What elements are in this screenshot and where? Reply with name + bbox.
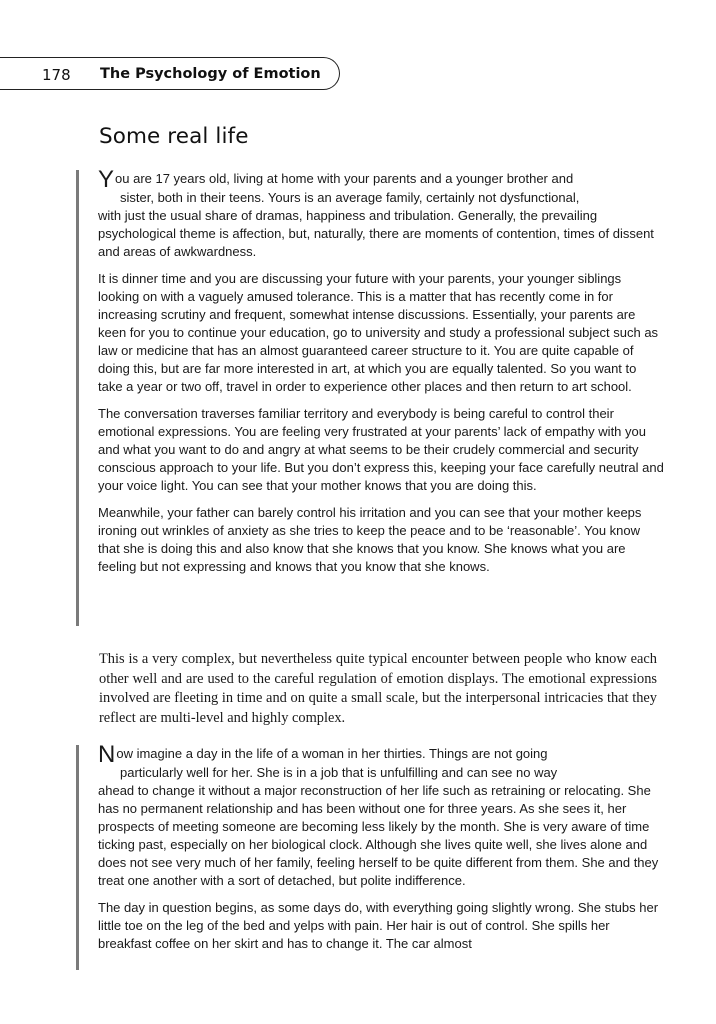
page-number: 178 xyxy=(42,66,71,84)
case-one-paragraph-3: The conversation traverses familiar territory and everybody is being careful to control their emotional expressions. You are feeling very frustrated at your parents’ lack of empathy with you and what you want to do and angry at what seems to be their crudely commercial and security conscious approach to your life. But you don’t express this, keeping your face carefully neutral and your voice light. You can see that your mother knows that you are doing this. xyxy=(98,406,664,493)
case-two-paragraph-2: The day in question begins, as some days do, with everything going slightly wrong. She stubs her little toe on the leg of the bed and yelps with pain. Her hair is out of control. She spills her breakfast coffee on her skirt and has to change it. The car almost xyxy=(98,900,659,951)
case-one-paragraph-2: It is dinner time and you are discussing your future with your parents, your younger siblings looking on with a vaguely amused tolerance. This is a matter that has recently come in for increasing scrutiny and frequent, somewhat intense discussions. Essentially, your parents are keen for you to continue your education, go to university and study a professional subject such as law or medicine that has an almost guaranteed career structure to it. You are quite capable of doing this, but are far more interested in art, at which you are equally talented. So you want to take a year or two off, travel in order to experience other places and then return to art school. xyxy=(98,271,659,394)
section-heading: Some real life xyxy=(99,124,249,149)
case-two-first-line xyxy=(98,741,664,768)
case-one-paragraph-4: Meanwhile, your father can barely control his irritation and you can see that your mother keeps ironing out wrinkles of anxiety as she tries to keep the peace and to be ‘reasonable’. You know that she is doing this and also know that she knows that you know. She knows what you are feeling but not expressing and knows that you know that she knows. xyxy=(98,505,642,574)
case-one-paragraph-1 xyxy=(98,166,664,261)
case-one-line-1-text: ou are 17 years old, living at home with your parents and a younger brother and xyxy=(115,171,574,186)
case-study-box-woman xyxy=(76,741,664,970)
case-one-line-2: sister, both in their teens. Yours is an average family, certainly not dysfunctional, xyxy=(120,190,580,205)
case-study-box-teenager xyxy=(76,166,664,626)
case-two-paragraph-1 xyxy=(98,741,664,890)
commentary-paragraph: This is a very complex, but nevertheless quite typical encounter between people who know each other well and are used to the careful regulation of emotion displays. The emotional expressions involved are fleeting in time and on quite a small scale, but the interpersonal intricacies that they reflect are multi-level and highly complex. xyxy=(99,651,657,726)
case-one-first-line xyxy=(98,166,664,193)
drop-cap: N xyxy=(98,741,116,768)
drop-cap: Y xyxy=(98,166,115,193)
case-two-line-1-text: ow imagine a day in the life of a woman in her thirties. Things are not going xyxy=(116,746,548,761)
case-two-paragraph-1-rest: ahead to change it without a major reconstruction of her life such as retraining or relocating. She has no permanent relationship and has been without one for three years. As she sees it, her prospects of meeting someone are becoming less likely by the month. She is very aware of time ticking past, especially on her biological clock. Although she lives quite well, she lives alone and does not see very much of her family, feeling herself to be quite different from them. She and they treat one another with a sort of detached, but polite indifference. xyxy=(98,783,659,888)
case-two-line-2: particularly well for her. She is in a job that is unfulfilling and can see no way xyxy=(120,765,558,780)
case-one-paragraph-1-rest: with just the usual share of dramas, happiness and tribulation. Generally, the prevailing psychological theme is affection, but, naturally, there are moments of contention, times of dissent and areas of awkwardness. xyxy=(98,208,654,259)
running-title: The Psychology of Emotion xyxy=(100,66,321,82)
